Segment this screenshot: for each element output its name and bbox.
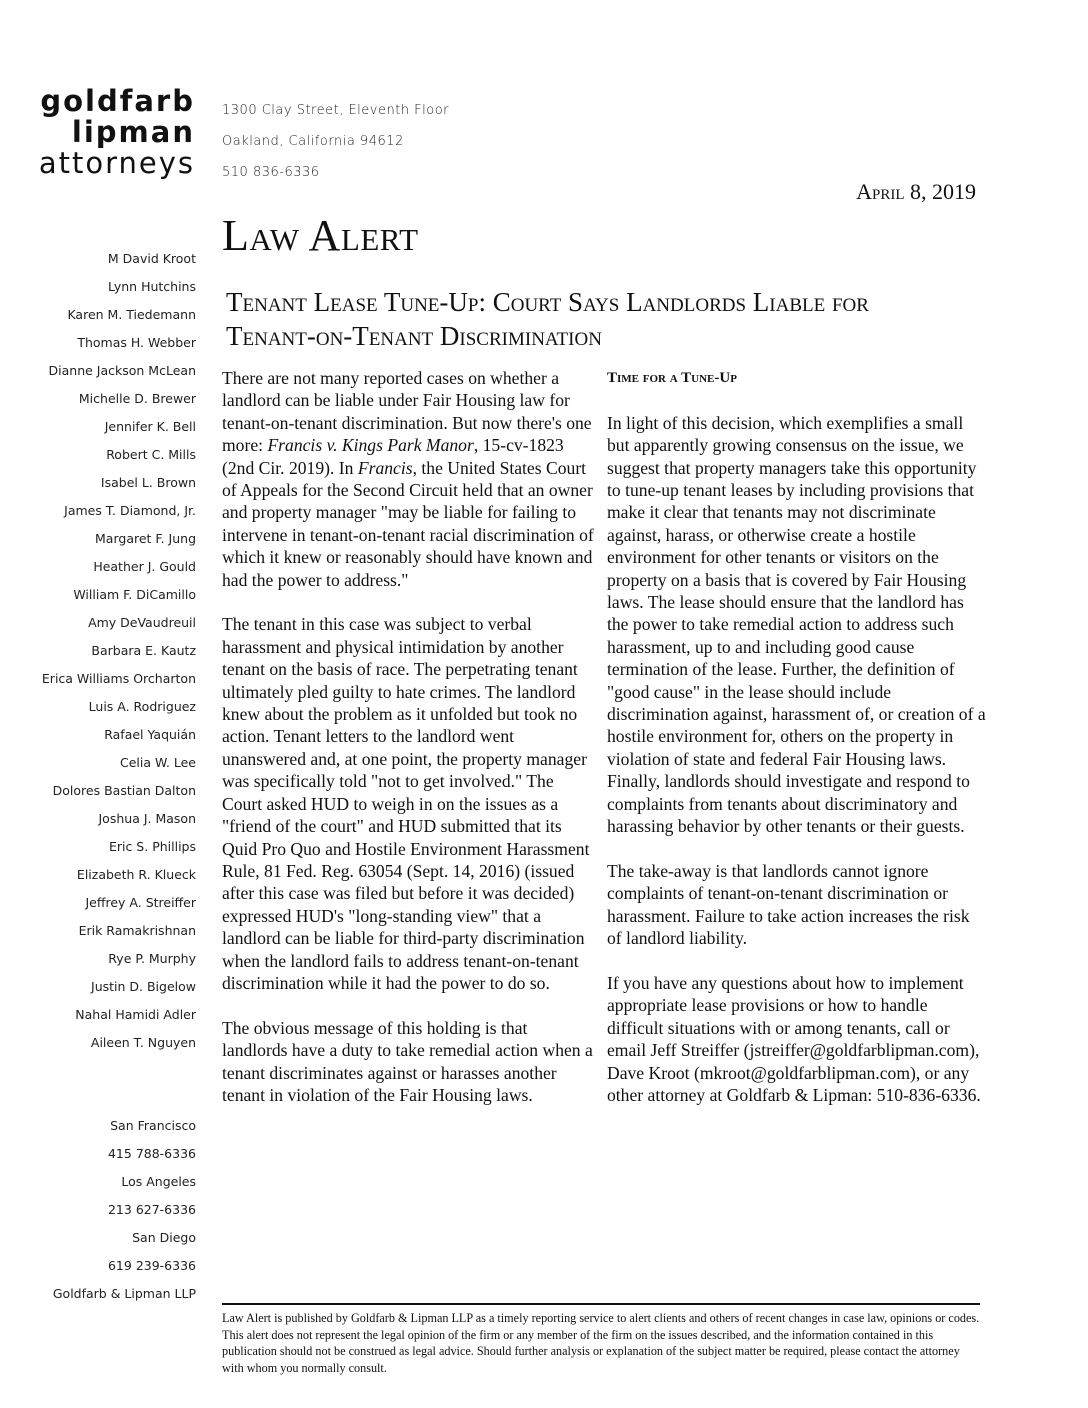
attorney-name: Aileen T. Nguyen — [90, 1035, 196, 1050]
firm-logo — [30, 86, 195, 179]
attorney-name: Robert C. Mills — [106, 447, 196, 462]
case-citation-details: , 15-cv-1823 (2nd Cir. 2019). In — [222, 435, 564, 478]
attorney-name: Rye P. Murphy — [108, 951, 196, 966]
attorney-name: Amy DeVaudreuil — [88, 615, 196, 630]
attorney-name: Jeffrey A. Streiffer — [85, 895, 196, 910]
address-city: Oakland, California 94612 — [222, 134, 404, 149]
office-entry: 619 239-6336 — [107, 1258, 196, 1273]
attorney-name: Luis A. Rodriguez — [88, 699, 196, 714]
attorney-name: Dolores Bastian Dalton — [52, 783, 196, 798]
paragraph-recommendations: In light of this decision, which exemplifies a small but apparently growing consensus on the issue, we suggest that property managers take this opportunity to tune-up tenant leases by including provisions that make it clear that tenants may not discriminate against, harass, or otherwise create a hostile environment for other tenants or visitors on the property on a basis that is covered by Fair Housing laws. The lease should ensure that the landlord has the power to take remedial action to address such harassment, up to and including good cause termination of the lease. Further, the definition of "good cause" in the lease should include discrimination against, harassment of, or creation of a hostile environment for, others on the property in violation of state and federal Fair Housing laws. Finally, landlords should investigate and respond to complaints from tenants about discriminatory and harassing behavior by other tenants or their guests. — [607, 412, 986, 837]
footer-divider — [222, 1303, 980, 1305]
logo-line-lipman: lipman — [71, 115, 195, 149]
attorney-name: Justin D. Bigelow — [91, 979, 196, 994]
attorney-name: William F. DiCamillo — [73, 587, 196, 602]
publication-title: Law Alert — [222, 211, 419, 260]
case-citation-name: Francis v. Kings Park Manor — [267, 435, 474, 456]
attorney-name: Heather J. Gould — [93, 559, 196, 574]
attorney-name: Thomas H. Webber — [77, 335, 196, 350]
attorney-name: Erik Ramakrishnan — [78, 923, 196, 938]
attorney-name: Erica Williams Orcharton — [41, 671, 196, 686]
attorney-name: Michelle D. Brewer — [78, 391, 196, 406]
paragraph-holding: The obvious message of this holding is that landlords have a duty to take remedial action when a tenant discriminates against or harasses another tenant in violation of the Fair Housing laws. — [222, 1017, 593, 1105]
paragraph-intro — [222, 367, 597, 591]
case-short-name: Francis — [357, 457, 413, 478]
office-entry: San Diego — [132, 1230, 196, 1245]
legal-disclaimer: Law Alert is published by Goldfarb & Lipman LLP as a timely reporting service to alert clients and others of recent changes in case law, opinions or codes. This alert does not represent the legal opinion of the firm or any member of the firm on the issues described, and the information contained in this publication should not be construed as legal advice. Should further analysis or explanation of the subject matter be required, please contact the attorney with whom you normally consult. — [222, 1311, 980, 1375]
article-left-column — [222, 367, 597, 1129]
article-right-column — [607, 367, 987, 1129]
office-entry: 213 627-6336 — [107, 1202, 196, 1217]
office-entry: Goldfarb & Lipman LLP — [52, 1286, 196, 1301]
attorney-name: Isabel L. Brown — [100, 475, 196, 490]
office-entry: Los Angeles — [121, 1174, 196, 1189]
attorney-name: James T. Diamond, Jr. — [64, 503, 196, 518]
paragraph-takeaway: The take-away is that landlords cannot ignore complaints of tenant-on-tenant discrimination or harassment. Failure to take action increases the risk of landlord liability. — [607, 860, 970, 949]
attorney-name: Elizabeth R. Klueck — [76, 867, 196, 882]
attorney-name: Lynn Hutchins — [108, 279, 196, 294]
firm-address — [222, 95, 449, 188]
attorney-name: Rafael Yaquián — [104, 727, 196, 742]
attorney-name: Margaret F. Jung — [95, 531, 196, 546]
intro-text-end: , the United States Court of Appeals for the Second Circuit held that an owner and property manager "may be liable for failing to intervene in tenant-on-tenant racial discrimination of which it knew or reasonably should have known and had the power to address." — [222, 457, 594, 590]
paragraph-contact: If you have any questions about how to implement appropriate lease provisions or how to handle difficult situations with or among tenants, call or email Jeff Streiffer (jstreiffer@goldfarblipman.com), Dave Kroot (mkroot@goldfarblipman.com), or any other attorney at Goldfarb & Lipman: 510-836-6336. — [607, 972, 981, 1105]
attorney-name: Nahal Hamidi Adler — [75, 1007, 196, 1022]
section-heading: Time for a Tune-Up — [607, 370, 737, 386]
paragraph-facts: The tenant in this case was subject to verbal harassment and physical intimidation by another tenant on the basis of race. The perpetrating tenant ultimately pled guilty to hate crimes. The landlord knew about the problem as it unfolded but took no action. Tenant letters to the landlord went unanswered and, at one point, the property manager was specifically told "not to get involved." The Court asked HUD to weigh in on the issues as a "friend of the court" and HUD submitted that its Quid Pro Quo and Hostile Environment Harassment Rule, 81 Fed. Reg. 63054 (Sept. 14, 2016) (issued after this case was filed but before it was decided) expressed HUD's "long-standing view" that a landlord can be liable for third-party discrimination when the landlord fails to address tenant-on-tenant discrimination while it had the power to do so. — [222, 614, 590, 993]
office-entry: 415 788-6336 — [107, 1146, 196, 1161]
office-list — [0, 1112, 196, 1308]
attorney-list — [0, 245, 196, 1057]
attorney-name: Jennifer K. Bell — [104, 419, 196, 434]
attorney-name: Karen M. Tiedemann — [67, 307, 196, 322]
attorney-name: Celia W. Lee — [120, 755, 196, 770]
attorney-name: Joshua J. Mason — [98, 811, 196, 826]
intro-text-start: There are not many reported cases on whether a landlord can be liable under Fair Housing law for tenant-on-tenant discrimination. But now there's one more: — [222, 368, 592, 456]
logo-line-goldfarb: goldfarb — [40, 84, 195, 118]
address-phone: 510 836-6336 — [222, 165, 320, 180]
article-headline: Tenant Lease Tune-Up: Court Says Landlords Liable for Tenant-on-Tenant Discrimination — [226, 287, 869, 351]
attorney-name: Barbara E. Kautz — [91, 643, 196, 658]
attorney-name: Eric S. Phillips — [108, 839, 196, 854]
publication-date: April 8, 2019 — [856, 179, 976, 204]
address-street: 1300 Clay Street, Eleventh Floor — [222, 103, 450, 118]
office-entry: San Francisco — [110, 1118, 196, 1133]
attorney-name: Dianne Jackson McLean — [48, 363, 196, 378]
attorney-name: M David Kroot — [107, 251, 196, 266]
logo-line-attorneys: attorneys — [38, 146, 195, 180]
